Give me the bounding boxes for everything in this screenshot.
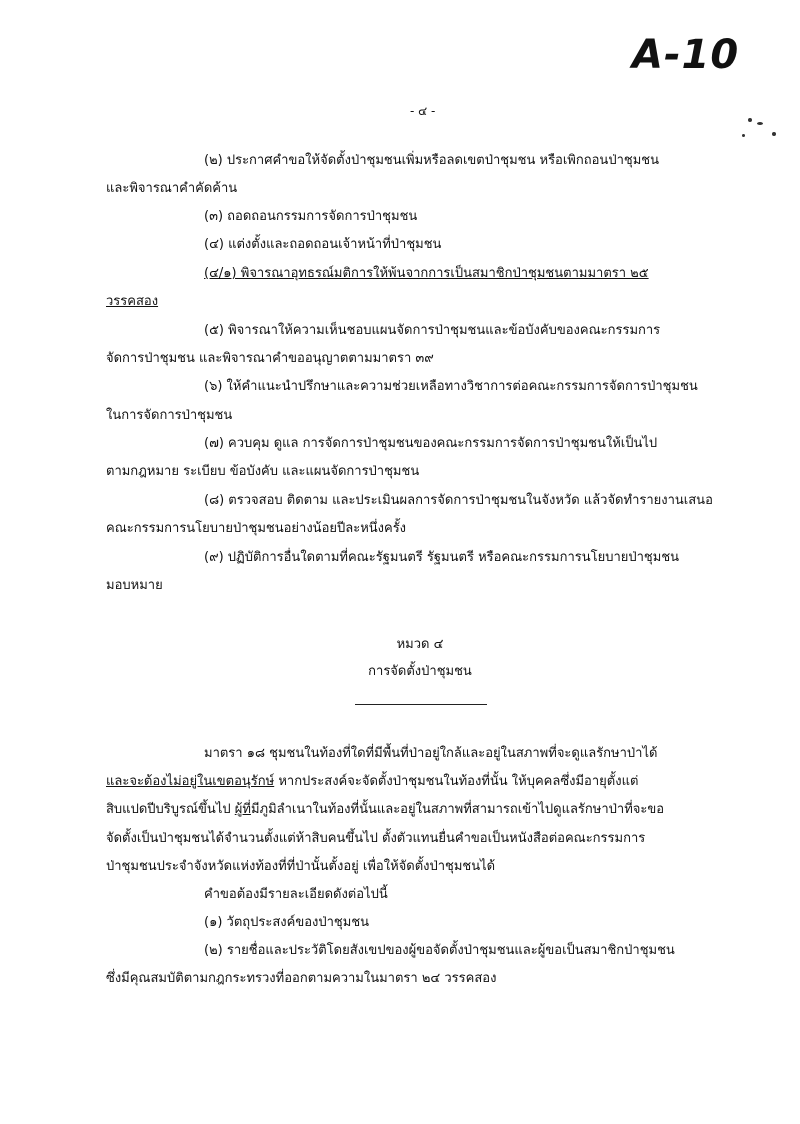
section-18-item-2-line-2: ซึ่งมีคุณสมบัติตามกฎกระทรวงที่ออกตามความในมาตรา ๒๔ วรรคสอง [106,971,497,986]
item-5-line-1: (๕) พิจารณาให้ความเห็นชอบแผนจัดการป่าชุมชนและข้อบังคับของคณะกรรมการ [204,323,661,338]
item-8-line-1: (๘) ตรวจสอบ ติดตาม และประเมินผลการจัดการป่าชุมชนในจังหวัด แล้วจัดทำรายงานเสนอ [204,493,713,508]
chapter-number: หมวด ๔ [396,637,444,652]
underlined-text: และจะต้องไม่อยู่ในเขตอนุรักษ์ [106,774,275,789]
scan-speck [748,118,752,122]
page-number: - ๔ - [410,104,436,118]
section-18-line-3 [106,801,664,819]
section-18-line-1: มาตรา ๑๘ ชุมชนในท้องที่ใดที่มีพื้นที่ป่าอยู่ใกล้และอยู่ในสภาพที่จะดูแลรักษาป่าได้ [204,746,658,761]
scan-speck [742,134,745,137]
handwritten-page-label: A-10 [632,32,740,78]
item-9-line-1: (๙) ปฏิบัติการอื่นใดตามที่คณะรัฐมนตรี รัฐมนตรี หรือคณะกรรมการนโยบายป่าชุมชน [204,550,680,565]
item-4-1-line-1: (๔/๑) พิจารณาอุทธรณ์มติการให้พ้นจากการเป็นสมาชิกป่าชุมชนตามมาตรา ๒๕ [204,266,649,281]
text-run: มีภูมิลำเนาในท้องที่นั้นและอยู่ในสภาพที่สามารถเข้าไปดูแลรักษาป่าที่จะขอ [250,802,665,817]
item-6-line-1: (๖) ให้คำแนะนำปรึกษาและความช่วยเหลือทางวิชาการต่อคณะกรรมการจัดการป่าชุมชน [204,379,698,394]
item-7-line-1: (๗) ควบคุม ดูแล การจัดการป่าชุมชนของคณะกรรมการจัดการป่าชุมชนให้เป็นไป [204,436,658,451]
text-run: สิบแปดปีบริบูรณ์ขึ้นไป [106,802,235,817]
scan-speck [757,122,763,125]
section-18-line-6: คำขอต้องมีรายละเอียดดังต่อไปนี้ [204,887,388,902]
item-2-line-2: และพิจารณาคำคัดค้าน [106,181,238,196]
item-5-line-2: จัดการป่าชุมชน และพิจารณาคำขออนุญาตตามมาตรา ๓๙ [106,351,434,366]
underlined-text: ผู้ที่ [234,802,251,817]
section-18-line-2 [106,773,638,791]
section-18-line-4: จัดตั้งเป็นป่าชุมชนได้จำนวนตั้งแต่ห้าสิบคนขึ้นไป ตั้งตัวแทนยื่นคำขอเป็นหนังสือต่อคณะกรรมการ [106,831,646,846]
item-7-line-2: ตามกฎหมาย ระเบียบ ข้อบังคับ และแผนจัดการป่าชุมชน [106,464,420,479]
chapter-divider [355,704,487,705]
item-4-1-line-2: วรรคสอง [106,294,159,309]
section-18-line-5: ป่าชุมชนประจำจังหวัดแห่งท้องที่ที่ป่านั้นตั้งอยู่ เพื่อให้จัดตั้งป่าชุมชนได้ [106,859,496,874]
item-8-line-2: คณะกรรมการนโยบายป่าชุมชนอย่างน้อยปีละหนึ่งครั้ง [106,521,407,536]
chapter-title: การจัดตั้งป่าชุมชน [368,664,472,679]
section-18-item-1: (๑) วัตถุประสงค์ของป่าชุมชน [204,915,370,930]
text-run: หากประสงค์จะจัดตั้งป่าชุมชนในท้องที่นั้น ให้บุคคลซึ่งมีอายุตั้งแต่ [274,774,639,789]
item-2-line-1: (๒) ประกาศคำขอให้จัดตั้งป่าชุมชนเพิ่มหรือลดเขตป่าชุมชน หรือเพิกถอนป่าชุมชน [204,153,659,168]
item-6-line-2: ในการจัดการป่าชุมชน [106,408,233,423]
item-4: (๔) แต่งตั้งและถอดถอนเจ้าหน้าที่ป่าชุมชน [204,237,442,252]
item-3: (๓) ถอดถอนกรรมการจัดการป่าชุมชน [204,209,418,224]
scan-speck [772,132,776,136]
item-9-line-2: มอบหมาย [106,578,163,593]
section-18-item-2-line-1: (๒) รายชื่อและประวัติโดยสังเขปของผู้ขอจัดตั้งป่าชุมชนและผู้ขอเป็นสมาชิกป่าชุมชน [204,943,675,958]
